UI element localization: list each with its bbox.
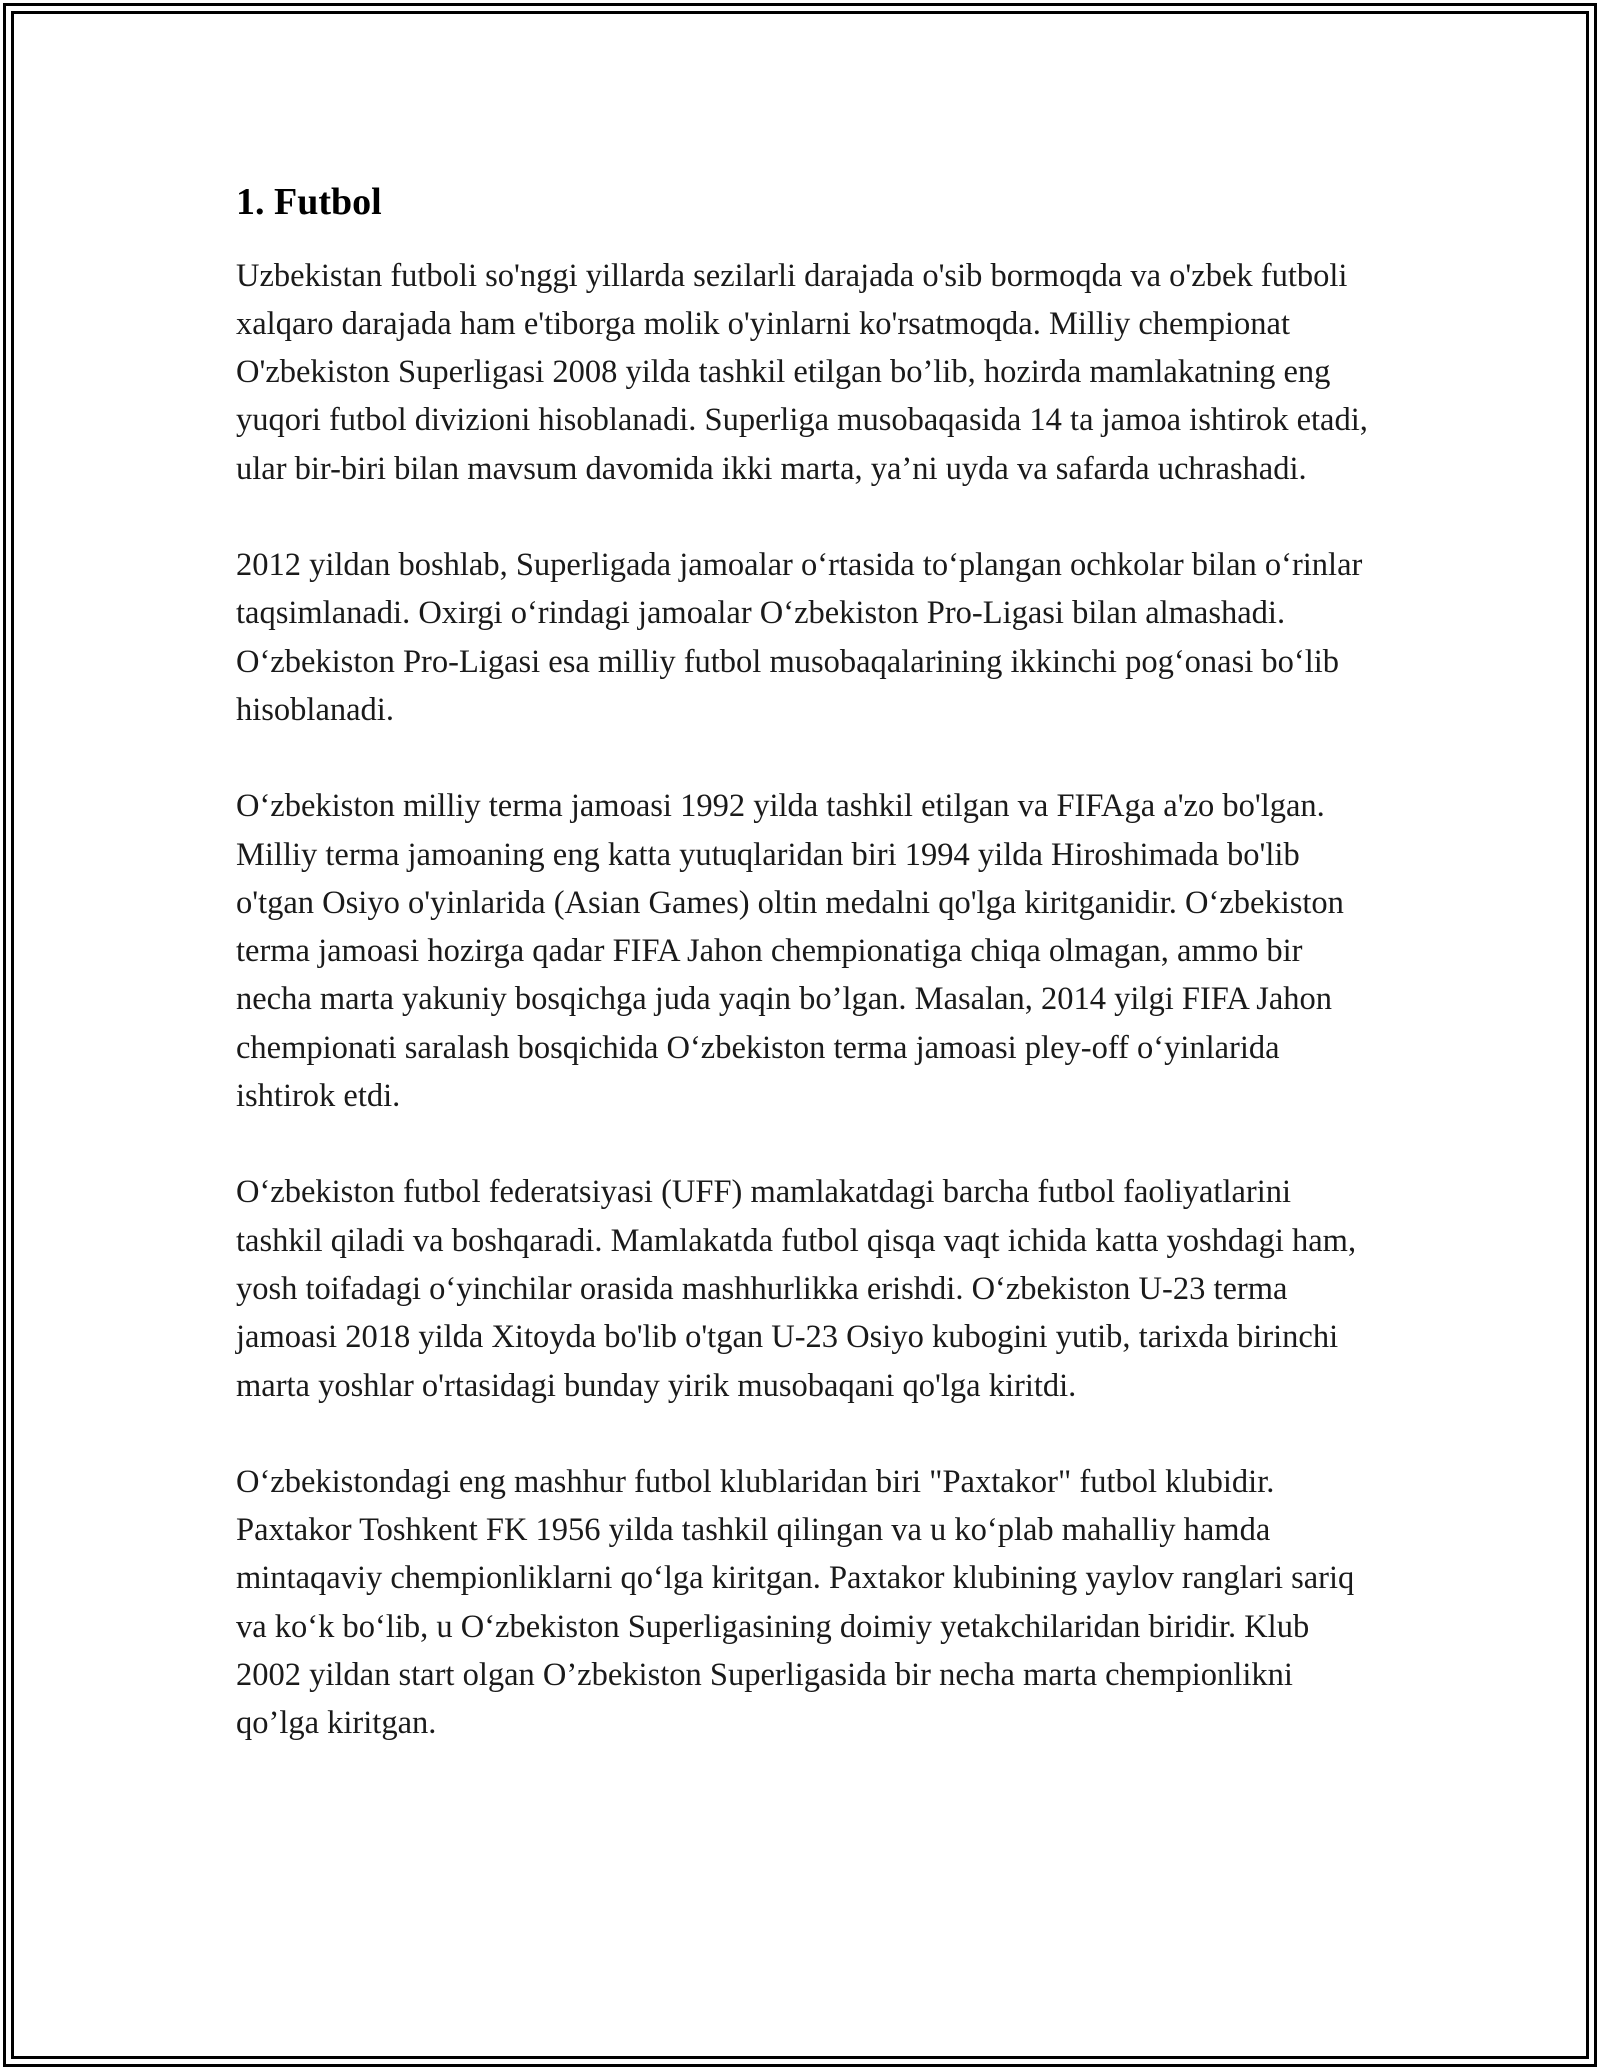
section-heading: 1. Futbol: [236, 181, 382, 223]
paragraph-national-team: O‘zbekiston milliy terma jamoasi 1992 yilda tashkil etilgan va FIFAga a'zo bo'lgan. Milliy terma jamoaning eng katta yutuqlaridan biri 1994 yilda Hiroshimada bo'lib o'tgan Osiyo o'yinlarida (Asian Games) oltin medalni qo'lga kiritganidir. O‘zbekiston terma jamoasi hozirga qadar FIFA Jahon chempionatiga chiqa olmagan, ammo bir necha marta yakuniy bosqichga juda yaqin bo’lgan. Masalan, 2014 yilgi FIFA Jahon chempionati saralash bosqichida O‘zbekiston terma jamoasi pley-off o‘yinlarida ishtirok etdi.: [236, 788, 1344, 1115]
paragraph-football-federation: O‘zbekiston futbol federatsiyasi (UFF) mamlakatdagi barcha futbol faoliyatlarini tashkil qiladi va boshqaradi. Mamlakatda futbol qisqa vaqt ichida katta yoshdagi ham, yosh toifadagi o‘yinchilar orasida mashhurlikka erishdi. O‘zbekiston U-23 terma jamoasi 2018 yilda Xitoyda bo'lib o'tgan U-23 Osiyo kubogini yutib, tarixda birinchi marta yoshlar o'rtasidagi bunday yirik musobaqani qo'lga kiritdi.: [236, 1174, 1357, 1404]
paragraph-league-ranking: 2012 yildan boshlab, Superligada jamoalar o‘rtasida to‘plangan ochkolar bilan o‘rinlar taqsimlanadi. Oxirgi o‘rindagi jamoalar O‘zbekiston Pro-Ligasi bilan almashadi. O‘zbekiston Pro-Ligasi esa milliy futbol musobaqalarining ikkinchi pog‘onasi bo‘lib hisoblanadi.: [236, 547, 1363, 728]
document-body: [236, 180, 1370, 1796]
paragraph-paxtakor-club: O‘zbekistondagi eng mashhur futbol klublaridan biri "Paxtakor" futbol klubidir. Paxtakor Toshkent FK 1956 yilda tashkil qilingan va u ko‘plab mahalliy hamda mintaqaviy chempionliklarni qo‘lga kiritgan. Paxtakor klubining yaylov ranglari sariq va ko‘k bo‘lib, u O‘zbekiston Superligasining doimiy yetakchilaridan biridir. Klub 2002 yildan start olgan O’zbekiston Superligasida bir necha marta chempionlikni qo’lga kiritgan.: [236, 1463, 1355, 1742]
paragraph-uzbek-football-league: Uzbekistan futboli so'nggi yillarda sezilarli darajada o'sib bormoqda va o'zbek futboli xalqaro darajada ham e'tiborga molik o'yinlarni ko'rsatmoqda. Milliy chempionat O'zbekiston Superligasi 2008 yilda tashkil etilgan bo’lib, hozirda mamlakatning eng yuqori futbol divizioni hisoblanadi. Superliga musobaqasida 14 ta jamoa ishtirok etadi, ular bir-biri bilan mavsum davomida ikki marta, ya’ni uyda va safarda uchrashadi.: [236, 257, 1368, 487]
